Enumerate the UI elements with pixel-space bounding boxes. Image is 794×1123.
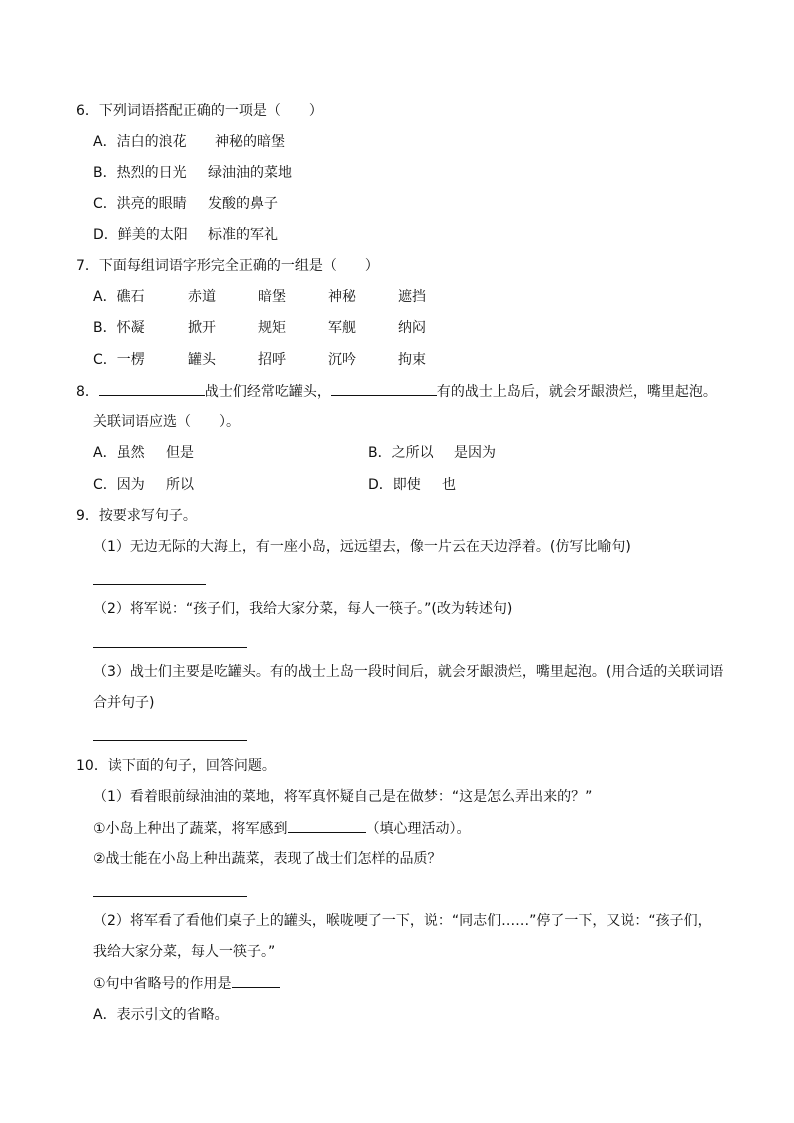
q7-a-word-4: 神秘 <box>328 289 356 305</box>
q8-option-b[interactable] <box>368 443 496 463</box>
q6-option-c-second: 发酸的鼻子 <box>208 196 278 212</box>
q7-option-c[interactable] <box>93 350 426 370</box>
q9-sub-2: （2）将军说：“孩子们，我给大家分菜，每人一筷子。”(改为转述句) <box>93 601 513 617</box>
q6-option-c-first: C．洪亮的眼睛 <box>93 196 187 212</box>
q9-sub-3-line-1: （3）战士们主要是吃罐头。有的战士上岛一段时间后，就会牙龈溃烂，嘴里起泡。(用合适的关联词语 <box>93 664 724 680</box>
q6-option-b[interactable] <box>93 163 292 183</box>
q7-option-a[interactable] <box>93 287 426 307</box>
q10-sub-1-a <box>93 818 471 839</box>
q10-sub-2-a <box>93 973 280 994</box>
q8-option-a-first: A．虽然 <box>93 445 145 461</box>
q7-b-word-4: 军舰 <box>328 320 356 336</box>
q9-sub-1: （1）无边无际的大海上，有一座小岛，远远望去，像一片云在天边浮着。(仿写比喻句) <box>93 539 631 555</box>
q8-option-d-first: D．即使 <box>368 477 421 493</box>
q8-option-d[interactable] <box>368 475 456 495</box>
q10-sub-2-line-2: 我给大家分菜，每人一筷子。” <box>93 944 276 960</box>
q10-sub-1: （1）看着眼前绿油油的菜地，将军真怀疑自己是在做梦：“这是怎么弄出来的？” <box>93 789 593 805</box>
q7-c-word-5: 拘束 <box>398 352 426 368</box>
q7-c-word-4: 沉吟 <box>328 352 356 368</box>
question-10-stem: 10．读下面的句子，回答问题。 <box>76 758 276 774</box>
question-8-stem <box>76 381 717 402</box>
q10-sub-1-a-text: ①小岛上种出了蔬菜，将军感到 <box>93 821 288 837</box>
q7-b-word-3: 规矩 <box>258 320 286 336</box>
q8-option-b-first: B．之所以 <box>368 445 434 461</box>
q8-option-c-first: C．因为 <box>93 477 145 493</box>
q8-text-1: 战士们经常吃罐头， <box>204 384 331 400</box>
q8-option-c[interactable] <box>93 475 194 495</box>
q7-c-word-2: 罐头 <box>188 352 216 368</box>
q8-instruction: 关联词语应选（ ）。 <box>93 414 240 430</box>
q10-answer-line-1[interactable] <box>93 896 247 897</box>
q8-option-c-second: 所以 <box>166 477 194 493</box>
q7-a-word-2: 赤道 <box>188 289 216 305</box>
q10-sub-1-a-suffix: （填心理活动）。 <box>365 821 471 837</box>
q6-option-d-first: D．鲜美的太阳 <box>93 227 188 243</box>
q10-sub-2-a-text: ①句中省略号的作用是 <box>93 976 232 992</box>
q8-option-b-second: 是因为 <box>454 445 496 461</box>
q9-answer-line-1[interactable] <box>93 584 206 585</box>
q6-option-d[interactable] <box>93 225 278 245</box>
q7-option-b[interactable] <box>93 318 426 338</box>
q7-b-word-5: 纳闷 <box>398 320 426 336</box>
q7-a-word-1: A．礁石 <box>93 289 145 305</box>
question-9-stem: 9．按要求写句子。 <box>76 508 197 524</box>
q6-option-c[interactable] <box>93 194 278 214</box>
q7-c-word-1: C．一楞 <box>93 352 145 368</box>
q8-option-a-second: 但是 <box>166 445 194 461</box>
question-6-stem: 6．下列词语搭配正确的一项是（ ） <box>76 103 323 119</box>
question-7-stem: 7．下面每组词语字形完全正确的一组是（ ） <box>76 258 379 274</box>
q8-number: 8． <box>76 384 99 400</box>
q9-answer-line-2[interactable] <box>93 647 247 648</box>
q6-option-b-second: 绿油油的菜地 <box>208 165 292 181</box>
q10-sub-1-b: ②战士能在小岛上种出蔬菜，表现了战士们怎样的品质？ <box>93 851 442 867</box>
q6-option-a-second: 神秘的暗堡 <box>215 134 285 150</box>
q7-b-word-1: B．怀凝 <box>93 320 145 336</box>
q6-option-b-first: B．热烈的日光 <box>93 165 187 181</box>
q10-blank-feeling[interactable] <box>288 818 366 833</box>
q6-option-a-first: A．洁白的浪花 <box>93 134 187 150</box>
q8-text-2: 有的战士上岛后，就会牙龈溃烂，嘴里起泡。 <box>436 384 717 400</box>
q7-a-word-3: 暗堡 <box>258 289 286 305</box>
q7-a-word-5: 遮挡 <box>398 289 426 305</box>
q8-option-a[interactable] <box>93 443 194 463</box>
q9-sub-3-line-2: 合并句子) <box>93 695 155 711</box>
q7-b-word-2: 掀开 <box>188 320 216 336</box>
q7-c-word-3: 招呼 <box>258 352 286 368</box>
q10-option-a[interactable]: A．表示引文的省略。 <box>93 1007 229 1023</box>
q10-sub-2-line-1: （2）将军看了看他们桌子上的罐头，喉咙哽了一下，说：“同志们……”停了一下，又说：“孩子们， <box>93 913 712 929</box>
q6-option-a[interactable] <box>93 132 285 152</box>
q8-option-d-second: 也 <box>442 477 456 493</box>
q10-blank-ellipsis[interactable] <box>232 973 280 988</box>
q9-answer-line-3[interactable] <box>93 740 247 741</box>
q8-blank-1[interactable] <box>99 381 205 396</box>
q8-blank-2[interactable] <box>331 381 437 396</box>
q6-option-d-second: 标准的军礼 <box>208 227 278 243</box>
